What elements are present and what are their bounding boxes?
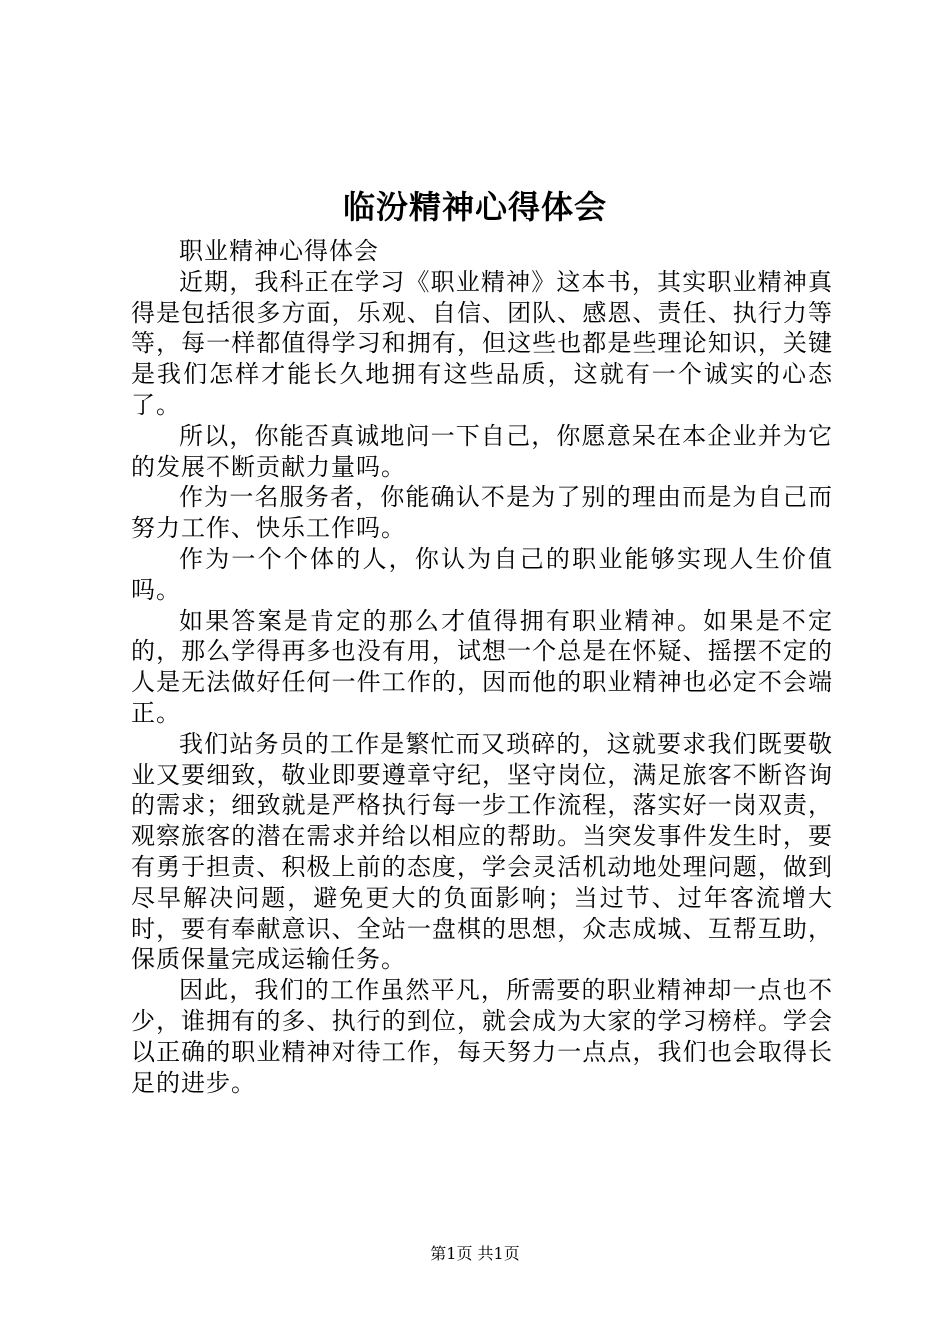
- paragraph-subtitle: 职业精神心得体会: [179, 237, 379, 265]
- paragraph: 近期，我科正在学习《职业精神》这本书，其实职业精神真得是包括很多方面，乐观、自信、团队、感恩、责任、执行力等等，每一样都值得学习和拥有，但这些也都是些理论知识，关键是我们怎样才能长久地拥有这些品质，这就有一个诚实的心态了。: [131, 267, 833, 419]
- page-footer: 第1页 共1页: [430, 1244, 520, 1263]
- page-title: 临汾精神心得体会: [342, 188, 607, 226]
- paragraph: 因此，我们的工作虽然平凡，所需要的职业精神却一点也不少，谁拥有的多、执行的到位，就会成为大家的学习榜样。学会以正确的职业精神对待工作，每天努力一点点，我们也会取得长足的进步。: [131, 976, 833, 1097]
- document-body: [131, 236, 833, 1098]
- paragraph: 作为一名服务者，你能确认不是为了别的理由而是为自己而努力工作、快乐工作吗。: [131, 483, 833, 543]
- paragraph: 作为一个个体的人，你认为自己的职业能够实现人生价值吗。: [131, 544, 833, 604]
- paragraph: 所以，你能否真诚地问一下自己，你愿意呆在本企业并为它的发展不断贡献力量吗。: [131, 421, 833, 481]
- paragraph: 如果答案是肯定的那么才值得拥有职业精神。如果是不定的，那么学得再多也没有用，试想一个总是在怀疑、摇摆不定的人是无法做好任何一件工作的，因而他的职业精神也必定不会端正。: [131, 606, 833, 727]
- paragraph: 我们站务员的工作是繁忙而又琐碎的，这就要求我们既要敬业又要细致，敬业即要遵章守纪，坚守岗位，满足旅客不断咨询的需求；细致就是严格执行每一步工作流程，落实好一岗双责，观察旅客的潜在需求并给以相应的帮助。当突发事件发生时，要有勇于担责、积极上前的态度，学会灵活机动地处理问题，做到尽早解决问题，避免更大的负面影响；当过节、过年客流增大时，要有奉献意识、全站一盘棋的思想，众志成城、互帮互助，保质保量完成运输任务。: [131, 729, 833, 974]
